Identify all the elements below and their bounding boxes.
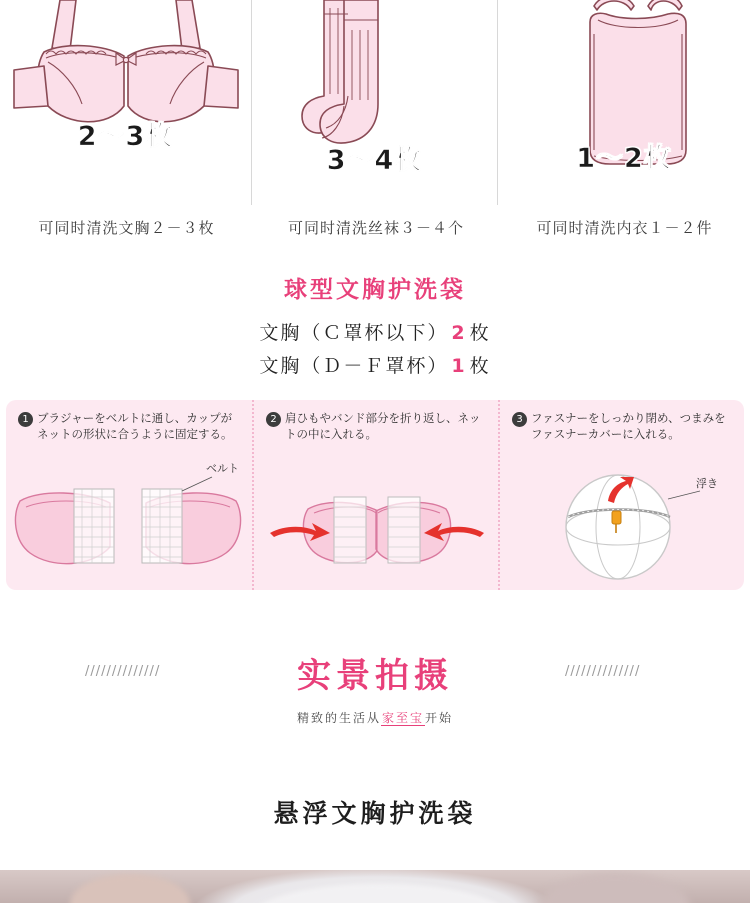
caption-socks: 可同时清洗丝袜３－４个 — [287, 218, 464, 237]
step-2-number: 2 — [266, 412, 281, 427]
caption-camisole: 可同时清洗内衣１－２件 — [536, 218, 713, 237]
step-2 — [252, 400, 498, 590]
hatch-right: ////////////// — [565, 664, 641, 679]
spec-line-1 — [0, 318, 750, 345]
step-1-lead-label: ベルト — [206, 462, 239, 475]
subtitle-before: 精致的生活从 — [296, 711, 381, 725]
spec-unit-1: 枚 — [469, 322, 491, 344]
step-1 — [6, 400, 252, 590]
section-title: 球型文胸护洗袋 — [284, 277, 466, 303]
step-2-illustration — [254, 455, 498, 590]
step-3-head — [512, 410, 734, 442]
brand-name: 家至宝 — [381, 711, 424, 725]
step-3-text: ファスナーをしっかり閉め、つまみをファスナーカバーに入れる。 — [531, 411, 726, 441]
step-3-illustration — [500, 455, 744, 590]
step-3-number: 3 — [512, 412, 527, 427]
step-1-head — [18, 410, 242, 442]
spec-line-2 — [0, 351, 750, 378]
step-3-lead-label: 浮き — [696, 477, 718, 490]
bra-illustration — [0, 0, 251, 205]
illustration-panels — [0, 0, 750, 205]
instruction-strip — [6, 400, 744, 590]
step-1-illustration — [6, 455, 252, 590]
hatch-left: ////////////// — [85, 664, 161, 679]
subtitle-after: 开始 — [425, 711, 454, 725]
panel-bra — [0, 0, 252, 205]
panel-count-camisole: 1～2枚 — [576, 143, 672, 174]
step-3 — [498, 400, 744, 590]
step-2-head — [266, 410, 488, 442]
floating-bag-title: 悬浮文胸护洗袋 — [273, 799, 477, 828]
step-1-text: ブラジャーをベルトに通し、カップがネットの形状に合うように固定する。 — [37, 411, 233, 441]
panel-camisole — [498, 0, 750, 205]
product-photo-strip — [0, 870, 750, 903]
step-2-text: 肩ひもやバンド部分を折り返し、ネットの中に入れる。 — [285, 411, 481, 441]
panel-count-socks: 3～4枚 — [326, 145, 423, 176]
step-1-number: 1 — [18, 412, 33, 427]
real-shot-block — [0, 648, 750, 758]
panel-count-bra: 2～3枚 — [77, 121, 174, 152]
panel-socks — [252, 0, 498, 205]
spec-num-2: 1 — [451, 355, 467, 377]
panel-captions — [0, 205, 750, 249]
real-shot-subtitle — [0, 709, 750, 726]
caption-bra: 可同时清洗文胸２－３枚 — [38, 218, 215, 237]
spec-num-1: 2 — [451, 322, 467, 344]
spec-label-2: 文胸（Ｄ－Ｆ罩杯） — [259, 355, 449, 377]
spec-label-1: 文胸（Ｃ罩杯以下） — [259, 322, 449, 344]
real-shot-title: 实景拍摄 — [297, 656, 453, 696]
spec-unit-2: 枚 — [469, 355, 491, 377]
